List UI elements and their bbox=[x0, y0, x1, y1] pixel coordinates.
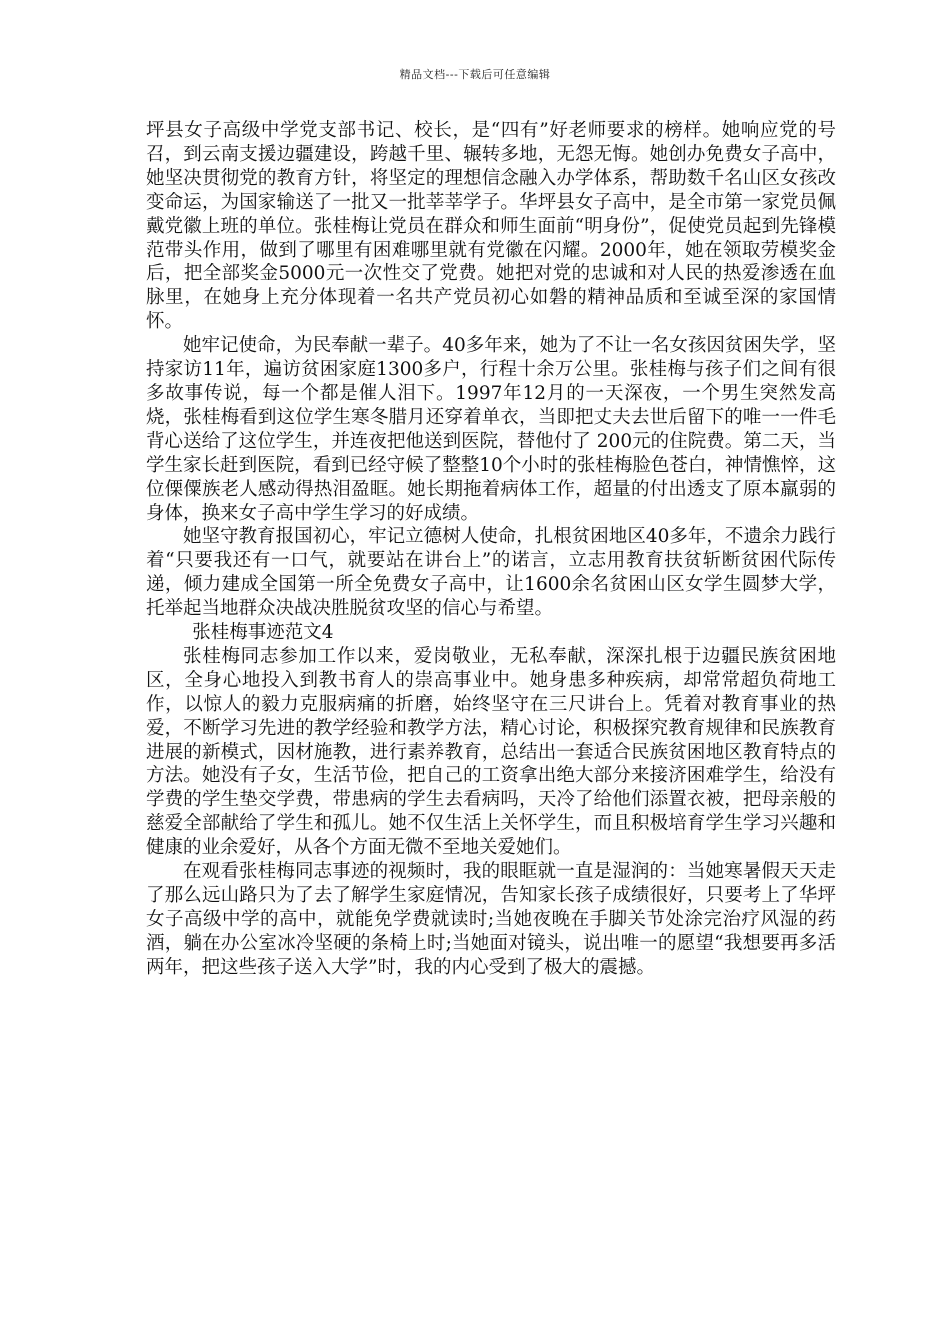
paragraph-2: 她牢记使命，为民奉献一辈子。40多年来，她为了不让一名女孩因贫困失学，坚持家访11年，遍访贫困家庭1300多户，行程十余万公里。张桂梅与孩子们之间有很多故事传说，每一个都是催人泪下。1997年12月的一天深夜，一个男生突然发高烧，张桂梅看到这位学生寒冬腊月还穿着单衣，当即把丈夫去世后留下的唯一一件毛背心送给了这位学生，并连夜把他送到医院，替他付了 200元的住院费。第二天，当学生家长赶到医院，看到已经守候了整整10个小时的张桂梅脸色苍白，神情憔悴，这位傈僳族老人感动得热泪盈眶。她长期拖着病体工作，超量的付出透支了原本羸弱的身体，换来女子高中学生学习的好成绩。 bbox=[146, 335, 836, 524]
page-header: 精品文档---下载后可任意编辑 bbox=[399, 68, 551, 81]
section-heading: 张桂梅事迹范文4 bbox=[192, 622, 334, 644]
paragraph-4: 张桂梅同志参加工作以来，爱岗敬业，无私奉献，深深扎根于边疆民族贫困地区，全身心地投入到教书育人的崇高事业中。她身患多种疾病，却常常超负荷地工作，以惊人的毅力克服病痛的折磨，始终坚守在三尺讲台上。凭着对教育事业的热爱，不断学习先进的教学经验和教学方法，精心讨论，积极探究教育规律和民族教育进展的新模式，因材施教，进行素养教育，总结出一套适合民族贫困地区教育特点的方法。她没有子女，生活节俭，把自己的工资拿出绝大部分来接济困难学生，给没有学费的学生垫交学费，带患病的学生去看病吗，天冷了给他们添置衣被，把母亲般的慈爱全部献给了学生和孤儿。她不仅生活上关怀学生，而且积极培育学生学习兴趣和健康的业余爱好，从各个方面无微不至地关爱她们。 bbox=[146, 645, 836, 859]
paragraph-5: 在观看张桂梅同志事迹的视频时，我的眼眶就一直是湿润的：当她寒暑假天天走了那么远山路只为了去了解学生家庭情况，告知家长孩子成绩很好，只要考上了华坪女子高级中学的高中，就能免学费就读时;当她夜晚在手脚关节处涂完治疗风湿的药酒，躺在办公室冰冷坚硬的条椅上时;当她面对镜头，说出唯一的愿望“我想要再多活两年，把这些孩子送入大学”时，我的内心受到了极大的震撼。 bbox=[146, 861, 836, 978]
paragraph-3: 她坚守教育报国初心，牢记立德树人使命，扎根贫困地区40多年，不遗余力践行着“只要我还有一口气，就要站在讲台上”的诺言，立志用教育扶贫斩断贫困代际传递，倾力建成全国第一所全免费女子高中，让1600余名贫困山区女学生圆梦大学，托举起当地群众决战决胜脱贫攻坚的信心与希望。 bbox=[146, 526, 836, 620]
paragraph-1: 坪县女子高级中学党支部书记、校长，是“四有”好老师要求的榜样。她响应党的号召，到云南支援边疆建设，跨越千里、辗转多地，无怨无悔。她创办免费女子高中，她坚决贯彻党的教育方针，将坚定的理想信念融入办学体系，帮助数千名山区女孩改变命运，为国家输送了一批又一批莘莘学子。华坪县女子高中，是全市第一家党员佩戴党徽上班的单位。张桂梅让党员在群众和师生面前“明身份”，促使党员起到先锋模范带头作用，做到了哪里有困难哪里就有党徽在闪耀。2000年，她在领取劳模奖金后，把全部奖金5000元一次性交了党费。她把对党的忠诚和对人民的热爱渗透在血脉里，在她身上充分体现着一名共产党员初心如磐的精神品质和至诚至深的家国情怀。 bbox=[146, 120, 836, 333]
document-body bbox=[146, 119, 836, 980]
